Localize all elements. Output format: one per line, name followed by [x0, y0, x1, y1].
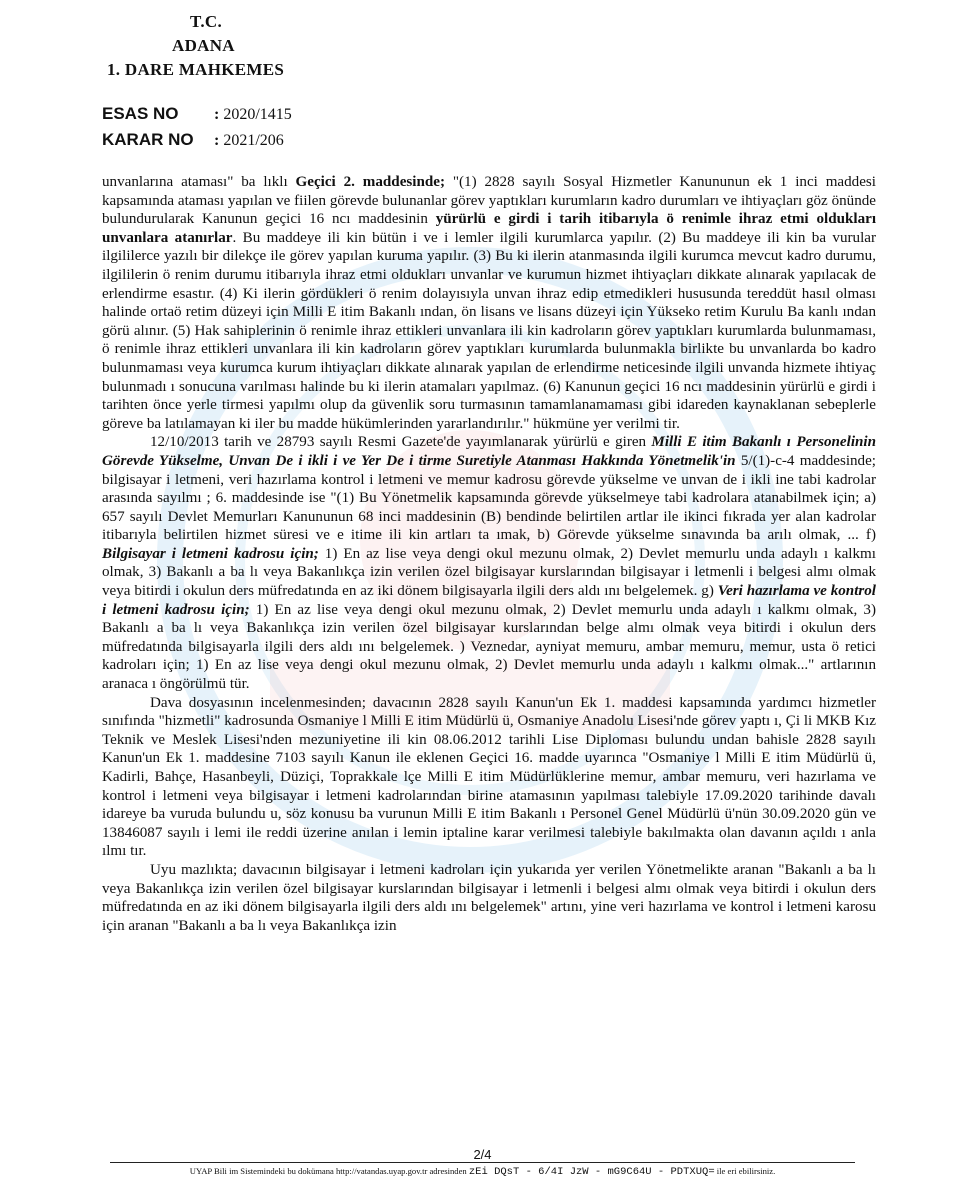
body-text: 1) En az lise veya dengi okul mezunu olmak, 2) Devlet memurlu unda adaylı ı kalkmı olmak, 3) Bakanlı a ba lı veya Bakanlıkça izin verilen özel bilgisayar kurslarından belge almı olmak veya bitirdi i okulun ders müfredatında bilgisayarla ilgili ders aldı ını belgelemek. ) Veznedar, ayniyat memuru, ambar memuru, memur, usta ö retici kadroları için; 1) En az lise veya dengi okul mezunu olmak, 2) Devlet memurlu unda adaylı ı kalkmı olmak..." artlarının aranaca ı öngörülmü tür. — [102, 601, 877, 693]
paragraph-gecici-2 — [102, 173, 876, 433]
header-tc: T.C. — [190, 12, 223, 31]
emphasized-text: yürürlü e girdi i tarih itibarıyla ö renimle ihraz etmi oldukları unvanlara atanırlar — [102, 211, 877, 246]
header-court-name: 1. DARE MAHKEMES — [107, 60, 285, 79]
decision-body — [102, 173, 876, 935]
paragraph-uyusmazlik — [102, 861, 876, 935]
body-text: Uyu mazlıkta; davacının bilgisayar i letmeni kadroları için yukarıda yer verilen Yönetmelikte aranan "Bakanlı a ba lı veya Bakanlıkça izin verilen özel bilgisayar kurslarından bilgisayar i letmenli i belgesi almı olmak veya bitirdi i okulun ders müfredatında en az iki dönem bilgisayarla ilgili ders aldı ını belgelemek" artını, yine veri hazırlama ve kontrol i letmeni karosu için aranan "Bakanlı a ba lı veya Bakanlıkça izin — [102, 861, 876, 934]
header-city: ADANA — [172, 36, 235, 55]
karar-no-colon: : — [214, 132, 220, 149]
uyap-footer — [0, 1166, 965, 1178]
esas-no-colon: : — [214, 106, 220, 123]
footer-prefix: UYAP Bili im Sistemindeki bu dokümana http://vatandas.uyap.gov.tr adresinden — [189, 1166, 467, 1176]
page-number: 2/4 — [473, 1147, 492, 1162]
paragraph-dava-dosyasi — [102, 694, 876, 861]
emphasized-text: Veri hazırlama ve kontrol i letmeni kadrosu için; — [102, 583, 877, 618]
body-text: . Bu maddeye ili kin bütün i ve i lemler ilgili kurumlarca yapılır. (2) Bu maddeye ili kin ba vurular ilgililerce yazılı bir dilekçe ile görev yapılan kuruma yapılır. (3) Bu ki ilerin atanmasında ilgili kurumca mevcut kadro durumu, ilgililerin ö renim durumu itibarıyla ihraz etmi oldukları unvanlar ve kurumun hizmet ihtiyaçları dikkate alınarak yapılacak de erlendirme esastır. (4) Ki ilerin gördükleri ö renim dolayısıyla unvan ihraz edip etmedikleri hususunda tereddüt hasıl olması halinde ortaö retim düzeyi için Milli E itim Bakanlı ından, ön lisans ve lisans düzeyi için Yükseko retim Kurulu Ba kanlı ından görü alınır. (5) Hak sahiplerinin ö renimle ihraz ettikleri unvanlara ili kin kadroların görev yaptıkları kurumlarda bulunmaması, ö renimle ihraz ettikleri unvanlara ili kin kadroların görev yaptıkları kurumlarda bulunmakla birlikte bu unvanlarda bo kadro bulunmaması veya kurumca kurum ihtiyaçları dikkate alınarak yapılan de erlendirme neticesinde ilgili unvanda hizmete ihtiyaç bulunmadı ı sonucuna varılması halinde bu ki ilerin atamaları yapılmaz. (6) Kanunun geçici 16 ncı maddesinin yürürlü e girdi i tarihten önce yerle tirmesi yapılmı olup da güvenlik soru turmasının tamamlanamaması gibi idareden kaynaklanan sebeplerle göreve ba latılamayan ki iler bu madde hükümlerinden yararlandırılır." hükmüne yer verilmi tir. — [102, 229, 876, 432]
body-text: 1) En az lise veya dengi okul mezunu olmak, 2) Devlet memurlu unda adaylı ı kalkmı olmak, 3) Bakanlı a ba lı veya Bakanlıkça izin verilen özel bilgisayar kurslarından bilgisayar i letmenli i belgesi almı olmak veya bitirdi i okulun ders müfredatında en az iki dönem bilgisayarla ilgili ders aldı ını belgelemek. g) — [102, 545, 876, 600]
body-text: 5/(1)-c-4 maddesinde; bilgisayar i letmeni, veri hazırlama kontrol i letmeni ve memur kadrosu görevde yükselme ve unvan de i ikli ine tabi kadrolar arasında sayılmı ; 6. maddesinde ise "(1) Bu Yönetmelik kapsamında görevde yükselmeye tabi kadrolara atanabilmek için; a) 657 sayılı Devlet Memurları Kanununun 68 inci maddesinin (B) bendinde belirtilen artlar ile ikinci fıkrada yer alan kadrolar itibarıyla belirtilen hizmet süresi ve e itime ili kin artları ta ımak, b) Görevde yükselme sınavında ba arılı olmak, ... f) — [102, 452, 877, 544]
esas-no-label: ESAS NO — [102, 104, 179, 123]
body-text: Dava dosyasının incelenmesinden; davacının 2828 sayılı Kanun'un Ek 1. maddesi kapsamında yardımcı hizmetler sınıfında "hizmetli" kadrosunda Osmaniye l Milli E itim Müdürlü ü, Osmaniye Anadolu Lisesi'nde görev yaptı ı, Çi li MKB Kız Teknik ve Meslek Lisesi'nden mezuniyetine ili kin 08.06.2012 tarihli Lise Diploması bulundu undan bahisle 2828 sayılı Kanun'un Ek 1. maddesine 7103 sayılı Kanun ile eklenen Geçici 16. madde uyarınca "Osmaniye l Milli E itim Müdürlü ü, Kadirli, Bahçe, Hasanbeyli, Düziçi, Toprakkale lçe Milli E itim Müdürlüklerine memur, ambar memuru, veri hazırlama ve kontrol i letmeni veya bilgisayar i letmeni kadrolarından birine atamasının yapılması talebiyle 17.09.2020 tarihinde davalı idareye ba vuruda bulundu u, söz konusu ba vurunun Milli E itim Bakanlı ı Personel Genel Müdürlü ü'nün 30.09.2020 gün ve 13846087 sayılı i lemi ile reddi üzerine anılan i lemin iptaline karar verilmesi talebiyle bakılmakta olan davanın açıldı ı anla ılmı tır. — [102, 694, 876, 860]
body-text: unvanlarına ataması" ba lıklı — [102, 174, 296, 190]
footer-suffix: ile eri ebilirsiniz. — [716, 1166, 776, 1176]
emphasized-text: Geçici 2. maddesinde; — [295, 174, 445, 190]
paragraph-yonetmelik — [102, 433, 876, 693]
body-text: "(1) 2828 sayılı Sosyal Hizmetler Kanununun ek 1 inci maddesi kapsamında ataması yapılan ve fiilen görevde bulunanlar görev yaptıkları kurumların kadro durumları ve ihtiyaçları göz önünde bulundurularak Kanunun geçici 16 ncı maddesinin — [102, 174, 876, 228]
emphasized-text: Milli E itim Bakanlı ı Personelinin Görevde Yükselme, Unvan De i ikli i ve Yer De i tirme Suretiyle Atanması Hakkında Yönetmelik'in — [102, 434, 877, 469]
emphasized-text: Bilgisayar i letmeni kadrosu için; — [102, 545, 319, 562]
esas-no-value: 2020/1415 — [223, 106, 292, 123]
verification-code[interactable]: zEi DQsT - 6/4I JzW - mG9C64U - PDTXUQ= — [468, 1166, 715, 1178]
karar-no-value: 2021/206 — [223, 132, 284, 149]
esas-no-row — [102, 104, 292, 124]
karar-no-row — [102, 130, 284, 150]
body-text: 12/10/2013 tarih ve 28793 sayılı Resmi Gazete'de yayımlanarak yürürlü e giren — [150, 434, 652, 451]
footer-divider — [110, 1162, 855, 1163]
karar-no-label: KARAR NO — [102, 130, 194, 149]
